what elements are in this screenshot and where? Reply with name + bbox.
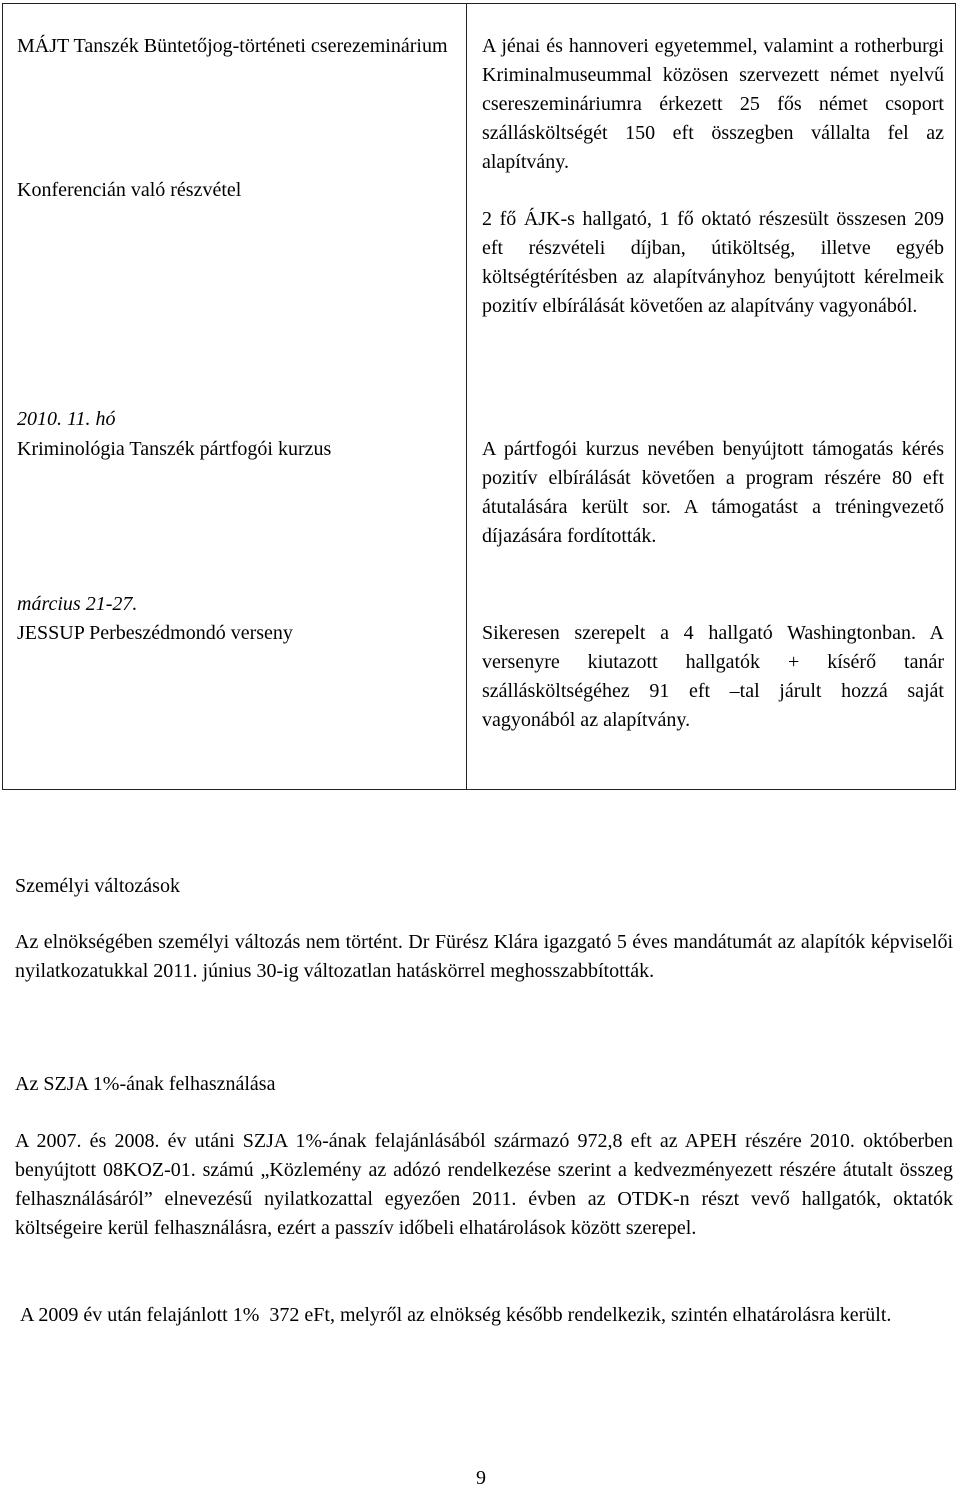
row1-left-title: MÁJT Tanszék Büntetőjog-történeti cserezeminárium [17,35,448,57]
section-text-szja: A 2007. és 2008. év utáni SZJA 1%-ának felajánlásából származó 972,8 eft az APEH részére 2010. októberben benyújtott 08KOZ-01. számú „Közlemény az adózó rendelkezése szerint a kedvezményezett részére átutalt összeg felhasználásáról” elnevezésű nyilatkozattal egyezően 2011. évben az OTDK-n részt vevő hallgatók, oktatók költségeire kerül felhasználásra, ezért a passzív időbeli elhatárolások között szerepel. [15,1130,953,1239]
section-heading-szja: Az SZJA 1%-ának felhasználása [15,1073,276,1095]
section-text-personnel: Az elnökségében személyi változás nem történt. Dr Fürész Klára igazgató 5 éves mandátumát az alapítók képviselői nyilatkozatukkal 2011. június 30-ig változatlan hatáskörrel meghosszabbították. [15,931,953,982]
row3-right-text: Sikeresen szerepelt a 4 hallgató Washingtonban. A versenyre kiutazott hallgatók + kísérő tanár szállásköltségéhez 91 eft –tal járult hozzá saját vagyonából az alapítvány. [482,622,944,731]
row2-title: Kriminológia Tanszék pártfogói kurzus [17,438,332,460]
row2-date: 2010. 11. hó [17,408,116,430]
table-column-divider [466,3,467,790]
row3-title: JESSUP Perbeszédmondó verseny [17,622,293,644]
row3-date: március 21-27. [17,593,138,615]
row1-left-subtitle: Konferencián való részvétel [17,179,242,201]
page-number: 9 [476,1467,486,1489]
section-heading-personnel: Személyi változások [15,875,180,897]
row2-right-text: A pártfogói kurzus nevében benyújtott támogatás kérés pozitív elbírálását követően a program részére 80 eft átutalására került sor. A támogatást a tréningvezető díjazására fordították. [482,438,944,547]
row1-right-paragraph-2: 2 fő ÁJK-s hallgató, 1 fő oktató részesült összesen 209 eft részvételi díjban, útiköltség, illetve egyéb költségtérítésben az alapítványhoz benyújtott kérelmeik pozitív elbírálását követően az alapítvány vagyonából. [482,208,944,317]
section-text-szja-2009: A 2009 év után felajánlott 1% 372 eFt, melyről az elnökség később rendelkezik, szintén elhatárolásra került. [15,1304,892,1326]
row1-right-paragraph-1: A jénai és hannoveri egyetemmel, valamint a rotherburgi Kriminalmuseummal közösen szervezett német nyelvű csereszemináriumra érkezett 25 fős német csoport szállásköltségét 150 eft összegben vállalta fel az alapítvány. [482,35,944,173]
